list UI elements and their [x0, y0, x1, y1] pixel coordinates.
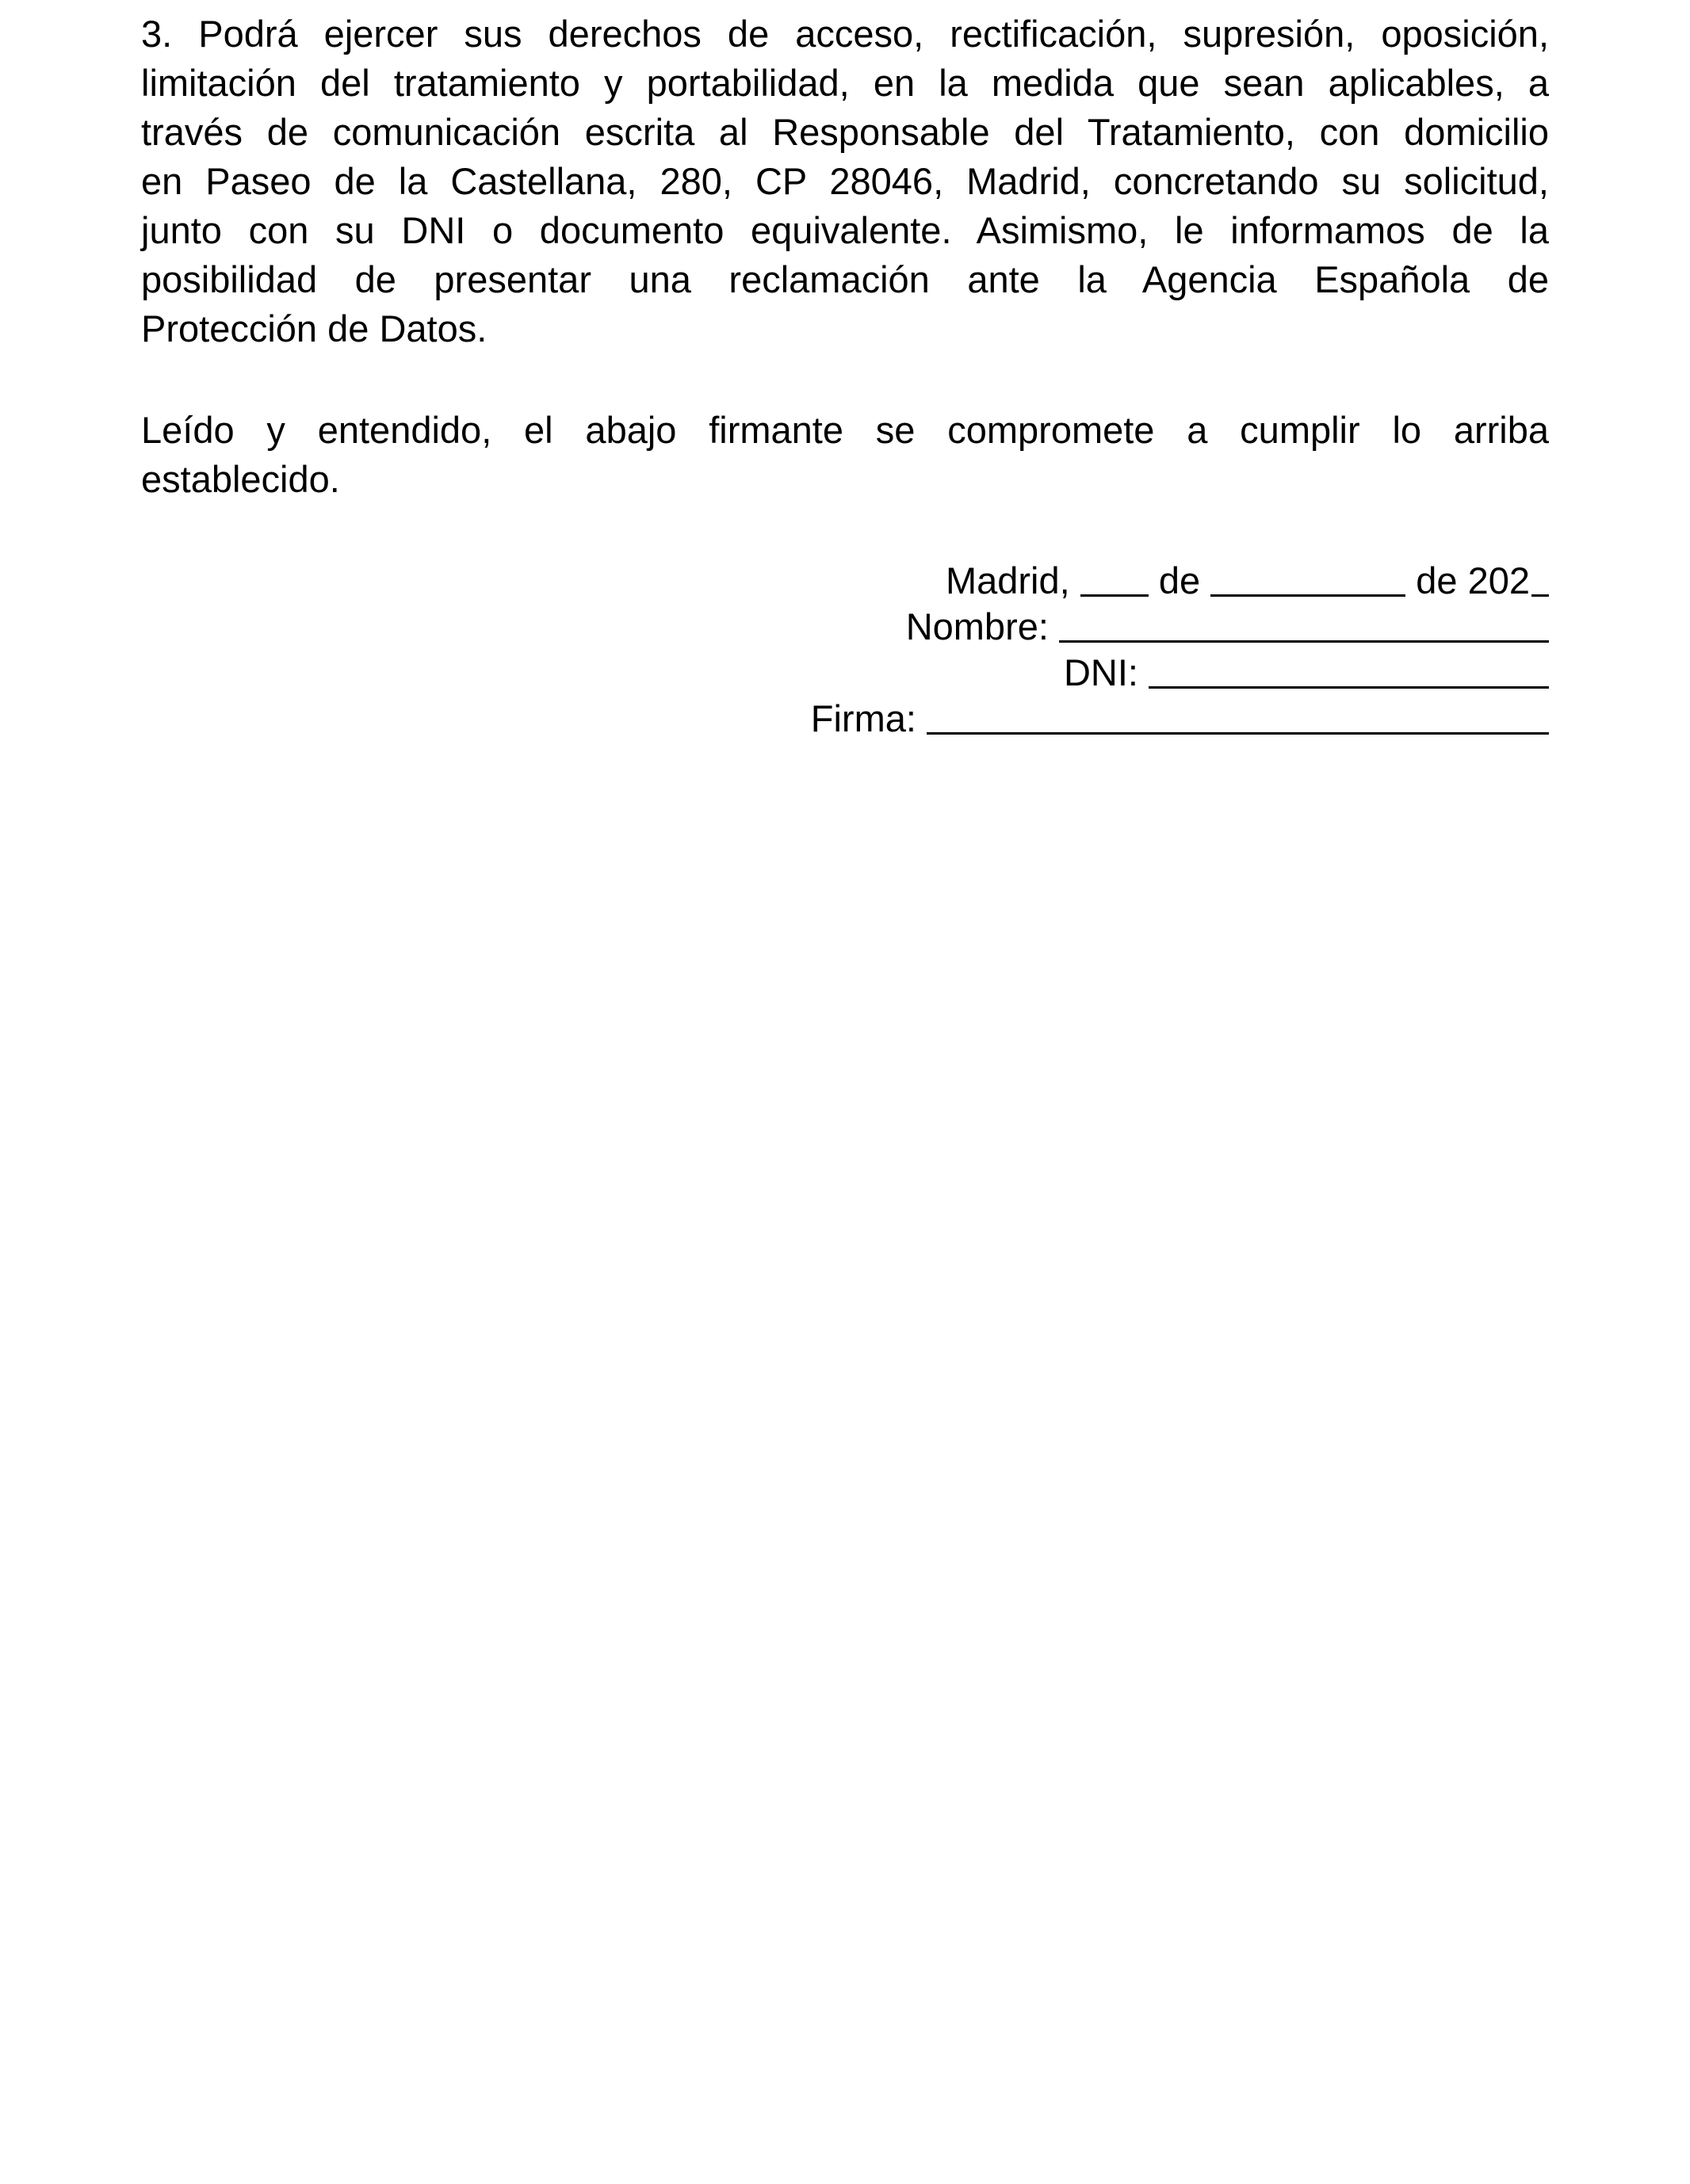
dni-blank[interactable] — [1149, 651, 1549, 689]
name-label: Nombre: — [905, 605, 1049, 647]
paragraph-line: Leído y entendido, el abajo firmante se compromete a cumplir lo arriba — [141, 409, 1549, 451]
acknowledgement-paragraph — [141, 406, 1549, 504]
dni-row — [811, 648, 1549, 694]
paragraph-line: Protección de Datos. — [141, 307, 488, 349]
paragraph-line: junto con su DNI o documento equivalente. Asimismo, le informamos de la — [141, 209, 1549, 251]
month-blank[interactable] — [1210, 559, 1405, 597]
year-digit-blank[interactable] — [1531, 559, 1549, 597]
paragraph-line: 3. Podrá ejercer sus derechos de acceso, rectificación, supresión, oposición, — [141, 13, 1549, 55]
paragraph-line: limitación del tratamiento y portabilidad, en la medida que sean aplicables, a — [141, 62, 1549, 104]
date-row — [811, 556, 1549, 602]
name-row — [811, 602, 1549, 648]
clause-3-paragraph — [141, 10, 1549, 353]
signature-block — [811, 556, 1549, 740]
paragraph-line: establecido. — [141, 458, 340, 500]
place-label: Madrid, — [945, 559, 1070, 601]
paragraph-line: posibilidad de presentar una reclamación ante la Agencia Española de — [141, 258, 1549, 300]
name-blank[interactable] — [1059, 605, 1549, 643]
paragraph-line: través de comunicación escrita al Responsable del Tratamiento, con domicilio — [141, 111, 1549, 153]
signature-blank[interactable] — [927, 697, 1549, 735]
day-blank[interactable] — [1080, 559, 1149, 597]
signature-label: Firma: — [810, 697, 916, 739]
de-label: de — [1158, 559, 1201, 601]
paragraph-line: en Paseo de la Castellana, 280, CP 28046, Madrid, concretando su solicitud, — [141, 160, 1549, 202]
year-label: de 202 — [1416, 559, 1530, 601]
signature-row — [811, 694, 1549, 740]
dni-label: DNI: — [1063, 651, 1138, 693]
